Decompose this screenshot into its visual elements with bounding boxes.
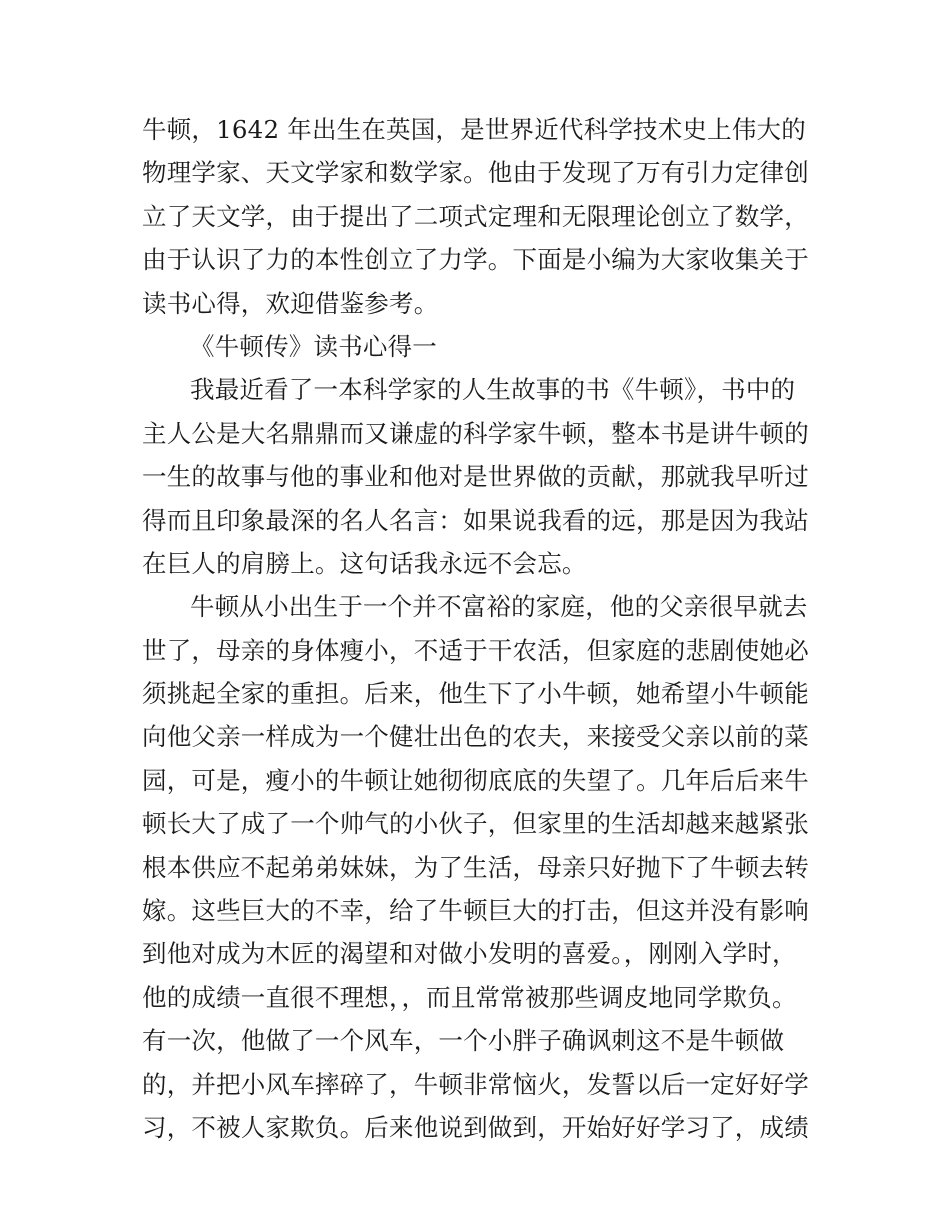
paragraph-line: 一生的故事与他的事业和他对是世界做的贡献，那就我早听过 [142,462,809,492]
paragraph-line: 根本供应不起弟弟妹妹，为了生活，母亲只好抛下了牛顿去转 [142,852,809,882]
paragraph-line: 到他对成为木匠的渴望和对做小发明的喜爱。，刚刚入学时， [142,939,797,969]
paragraph-line: 习，不被人家欺负。后来他说到做到，开始好好学习了，成绩 [142,1112,809,1142]
body-text [142,108,814,1149]
paragraph-line: 物理学家、天文学家和数学家。他由于发现了万有引力定律创 [142,158,809,188]
paragraph-line: 向他父亲一样成为一个健壮出色的农夫，来接受父亲以前的菜 [142,722,809,752]
paragraph-line: 世了，母亲的身体瘦小，不适于干农活，但家庭的悲剧使她必 [142,635,809,665]
paragraph-line: 读书心得，欢迎借鉴参考。 [142,288,439,318]
paragraph-line: 顿长大了成了一个帅气的小伙子，但家里的生活却越来越紧张 [142,809,809,839]
paragraph-line: 牛顿从小出生于一个并不富裕的家庭，他的父亲很早就去 [190,592,808,622]
paragraph-line: 有一次，他做了一个风车，一个小胖子确讽刺这不是牛顿做 [142,1026,785,1056]
paragraph-line: 由于认识了力的本性创立了力学。下面是小编为大家收集关于 [142,245,809,275]
paragraph-line: 立了天文学，由于提出了二项式定理和无限理论创立了数学， [142,201,809,231]
paragraph-line: 主人公是大名鼎鼎而又谦虚的科学家牛顿，整本书是讲牛顿的 [142,418,809,448]
paragraph-line: 的，并把小风车摔碎了，牛顿非常恼火，发誓以后一定好好学 [142,1069,809,1099]
paragraph-line: 须挑起全家的重担。后来，他生下了小牛顿，她希望小牛顿能 [142,679,809,709]
section-heading: 《牛顿传》读书心得一 [190,331,437,361]
paragraph-line: 他的成绩一直很不理想，，而且常常被那些调皮地同学欺负。 [142,982,797,1012]
paragraph-line: 得而且印象最深的名人名言：如果说我看的远，那是因为我站 [142,505,809,535]
paragraph-line: 牛顿，1642 年出生在英国，是世界近代科学技术史上伟大的 [142,115,806,144]
paragraph-line: 在巨人的肩膀上。这句话我永远不会忘。 [142,548,587,578]
paragraph-line: 嫁。这些巨大的不幸，给了牛顿巨大的打击，但这并没有影响 [142,896,809,926]
paragraph-line: 我最近看了一本科学家的人生故事的书《牛顿》，书中的 [190,375,796,405]
paragraph-line: 园，可是，瘦小的牛顿让她彻彻底底的失望了。几年后后来牛 [142,765,809,795]
